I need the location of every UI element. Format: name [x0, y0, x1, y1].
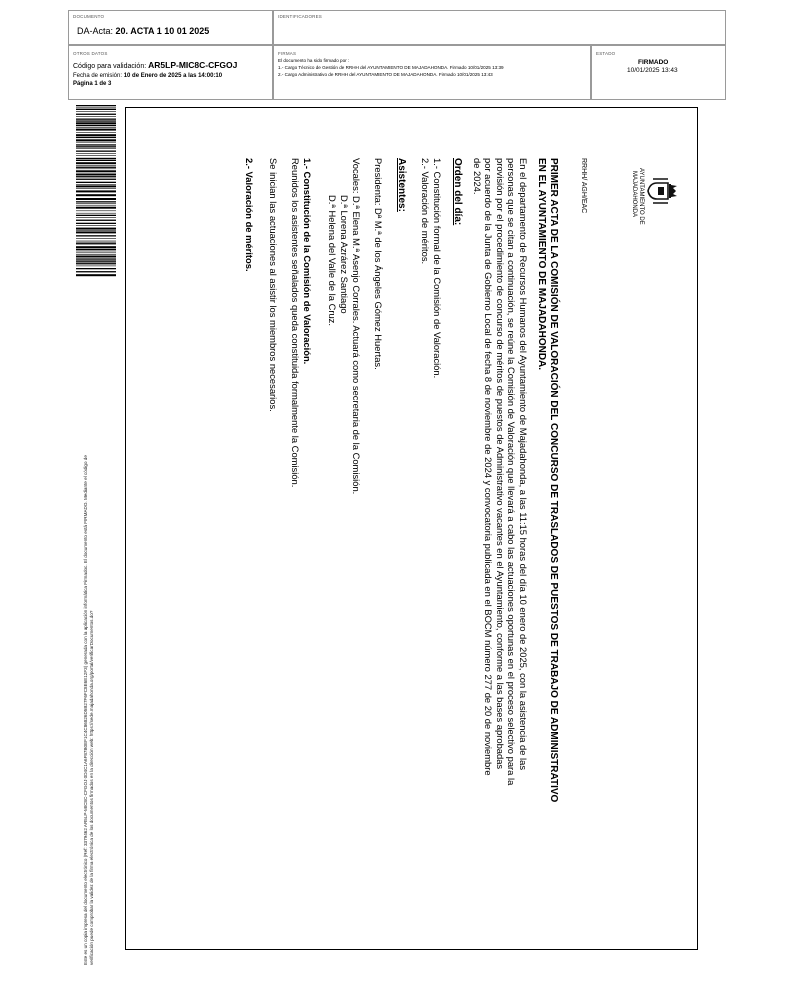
documento-label	[77, 26, 209, 36]
barcode-bar	[76, 231, 116, 233]
pagina: Página 1 de 3	[73, 81, 112, 87]
documento-type: DA-Acta:	[77, 26, 114, 36]
fecha-label: Fecha de emisión:	[73, 73, 123, 79]
barcode-bar	[76, 258, 116, 259]
barcode-bar	[76, 194, 116, 196]
barcode-bar	[76, 184, 116, 185]
barcode-bar	[76, 120, 116, 121]
barcode-bar	[76, 256, 116, 258]
barcode-bar	[76, 122, 116, 124]
barcode-bar	[76, 111, 116, 112]
vocales-line-1: Vocales: D.ª Elena M.ª Asenjo Corrales. Actuará como secretaria de la Comisión.	[351, 158, 362, 495]
intro-line-1: En el departamento de Recursos Humanos del Ayuntamiento de Majadahonda, a las 11:15 horas del día 10 enero de 2025, con la asistencia de las	[518, 158, 529, 771]
firmas-box	[273, 45, 591, 100]
intro-line-3: provisión por el procedimiento de concurso de méritos de puestos de Administrativo vacantes en el Ayuntamiento, conforme a las bases aprobadas	[495, 158, 506, 770]
barcode-bar	[76, 151, 116, 152]
barcode-bar	[76, 251, 116, 252]
barcode-bar	[76, 238, 116, 239]
firmas-caption: FIRMAS	[278, 51, 297, 56]
firma-1: 1.- Cargo Técnico de Gestión de RRHH del AYUNTAMIENTO DE MAJADAHONDA. Firmado 10/01/2025 13:39	[278, 65, 504, 70]
documento-caption: DOCUMENTO	[73, 14, 105, 19]
estado-date: 10/01/2025 13:43	[627, 67, 678, 74]
section-2-heading: 2.- Valoración de méritos.	[244, 158, 255, 272]
barcode-bar	[76, 228, 116, 230]
barcode-bar	[76, 174, 116, 176]
barcode-bar	[76, 271, 116, 272]
documento-box	[68, 10, 273, 45]
barcode-bar	[76, 109, 116, 110]
barcode-bar	[76, 230, 116, 231]
barcode-bar	[76, 253, 116, 254]
estado-caption: ESTADO	[596, 51, 616, 56]
barcode-bar	[76, 134, 116, 136]
coat-of-arms-icon	[647, 178, 679, 204]
barcode-bar	[76, 155, 116, 156]
barcode	[76, 105, 116, 277]
rotated-content	[126, 108, 698, 950]
documento-value: 20. ACTA 1 10 01 2025	[115, 26, 210, 36]
barcode-bar	[76, 179, 116, 180]
orden-item-2: 2.- Valoración de méritos.	[420, 158, 431, 265]
barcode-bar	[76, 220, 116, 221]
fecha-value: 10 de Enero de 2025 a las 14:00:10	[123, 73, 223, 79]
barcode-bar	[76, 176, 116, 177]
barcode-bar	[76, 188, 116, 189]
barcode-bar	[76, 116, 116, 117]
reference: RRHH/ AGH/EAC	[580, 158, 587, 214]
org-line-2: MAJADAHONDA	[631, 171, 637, 218]
barcode-bar	[76, 125, 116, 126]
side-note-line-1: Este es un copia impresa del documento electrónico (Ref: 3379462 AR5LP-MIC8C-CFGOJ 0D4C1A6F87B0EF1C4C86826D5B27F6FC8E6E12F3) generada con la aplicación informática Firmadoc. El documento está FIRMADO. Mediante el código de	[83, 455, 88, 965]
barcode-bar	[76, 185, 116, 187]
section-1-paragraph-1: Reunidos los asistentes señalados queda constituida formalmente la Comisión.	[290, 158, 301, 488]
barcode-bar	[76, 263, 116, 264]
barcode-bar	[76, 242, 116, 243]
estado-value: FIRMADO	[638, 59, 669, 66]
barcode-bar	[76, 203, 116, 204]
barcode-bar	[76, 108, 116, 109]
side-verification-note	[83, 455, 96, 965]
title-line-2: EN EL AYUNTAMIENTO DE MAJADAHONDA.	[536, 158, 547, 371]
barcode-bar	[76, 167, 116, 168]
otros-caption: OTROS DATOS	[73, 51, 108, 56]
barcode-bar	[76, 201, 116, 202]
section-1-heading: 1.- Constitución de la Comisión de Valoración.	[302, 158, 313, 365]
barcode-bar	[76, 207, 116, 209]
codigo-value: AR5LP-MIC8C-CFGOJ	[148, 60, 238, 70]
barcode-bar	[76, 139, 116, 141]
otros-datos-box	[68, 45, 273, 100]
barcode-bar	[76, 215, 116, 216]
barcode-bar	[76, 243, 116, 244]
barcode-bar	[76, 190, 116, 192]
firmas-intro: El documento ha sido firmado por :	[278, 58, 350, 63]
estado-box	[591, 45, 726, 100]
orden-heading: Orden del día:	[452, 158, 463, 226]
barcode-bar	[76, 274, 116, 276]
intro-line-5: de 2024.	[472, 158, 483, 195]
barcode-bar	[76, 137, 116, 138]
document-page	[125, 107, 698, 950]
barcode-bar	[76, 259, 116, 260]
barcode-bar	[76, 211, 116, 212]
org-line-1: AYUNTAMIENTO DE	[638, 168, 644, 225]
barcode-bar	[76, 246, 116, 248]
vocales-line-2: D.ª Lorena Azrárez Santiago	[339, 195, 350, 314]
barcode-bar	[76, 217, 116, 218]
codigo-label: Código para validación:	[73, 63, 147, 70]
barcode-bar	[76, 148, 116, 149]
fecha-emision	[73, 72, 222, 80]
barcode-bar	[76, 142, 116, 143]
barcode-bar	[76, 105, 116, 106]
barcode-bar	[76, 144, 116, 145]
title-line-1: PRIMER ACTA DE LA COMISIÓN DE VALORACIÓN DEL CONCURSO DE TRASLADOS DE PUESTOS DE TRABAJO DE ADMINISTRATIVO	[548, 158, 559, 803]
presidenta: Presidenta: Dª M.ª de los Ángeles Gómez Huertas.	[373, 158, 384, 370]
barcode-bar	[76, 132, 116, 133]
barcode-bar	[76, 235, 116, 236]
identificadores-box	[273, 10, 726, 45]
barcode-bar	[76, 249, 116, 250]
barcode-bar	[76, 129, 116, 131]
codigo-validacion	[73, 61, 237, 71]
firma-2: 2.- Cargo Administrativo de RRHH del AYUNTAMIENTO DE MAJADAHONDA. Firmado 10/01/2025 13:43	[278, 72, 493, 77]
barcode-bar	[76, 114, 116, 115]
barcode-bar	[76, 261, 116, 262]
barcode-bar	[76, 182, 116, 183]
barcode-bar	[76, 153, 116, 154]
barcode-bar	[76, 119, 116, 120]
barcode-bar	[76, 127, 116, 128]
barcode-bar	[76, 213, 116, 214]
barcode-bar	[76, 266, 116, 267]
barcode-bar	[76, 254, 116, 255]
barcode-bar	[76, 146, 116, 147]
orden-item-1: 1.- Constitución formal de la Comisión de Valoración.	[432, 158, 443, 379]
barcode-bar	[76, 165, 116, 166]
barcode-bar	[76, 160, 116, 161]
asistentes-heading: Asistentes:	[396, 158, 407, 212]
barcode-bar	[76, 162, 116, 164]
barcode-bar	[76, 241, 116, 242]
barcode-bar	[76, 170, 116, 172]
identificadores-caption: IDENTIFICADORES	[278, 14, 323, 19]
barcode-bar	[76, 169, 116, 170]
barcode-bar	[76, 158, 116, 159]
intro-line-2: personas que se citan a continuación, se reúne la Comisión de Valoración que llevará a cabo las actuaciones oportunas en el proceso selectivo para la	[506, 158, 518, 786]
barcode-bar	[76, 225, 116, 226]
side-note-line-2: verificación puede comprobar la validez de la firma electrónica de los documentos firmados en la dirección web: https://sede.majadahonda.org/portal/verificarDocumentos.do?	[89, 610, 95, 965]
section-1-paragraph-2: Se inician las actuaciones al asistir los miembros necesarios.	[268, 158, 279, 412]
barcode-bar	[76, 223, 116, 224]
barcode-bar	[76, 198, 116, 200]
vocales-line-3: D.ª Helena del Valle de la Cruz.	[327, 195, 338, 326]
barcode-bar	[76, 205, 116, 206]
barcode-bar	[76, 268, 116, 269]
intro-line-4: por acuerdo de la Junta de Gobierno Local de fecha 8 de noviembre de 2024 y convocatoria publicada en el BOCM número 277 de 20 de noviembre	[483, 158, 495, 776]
